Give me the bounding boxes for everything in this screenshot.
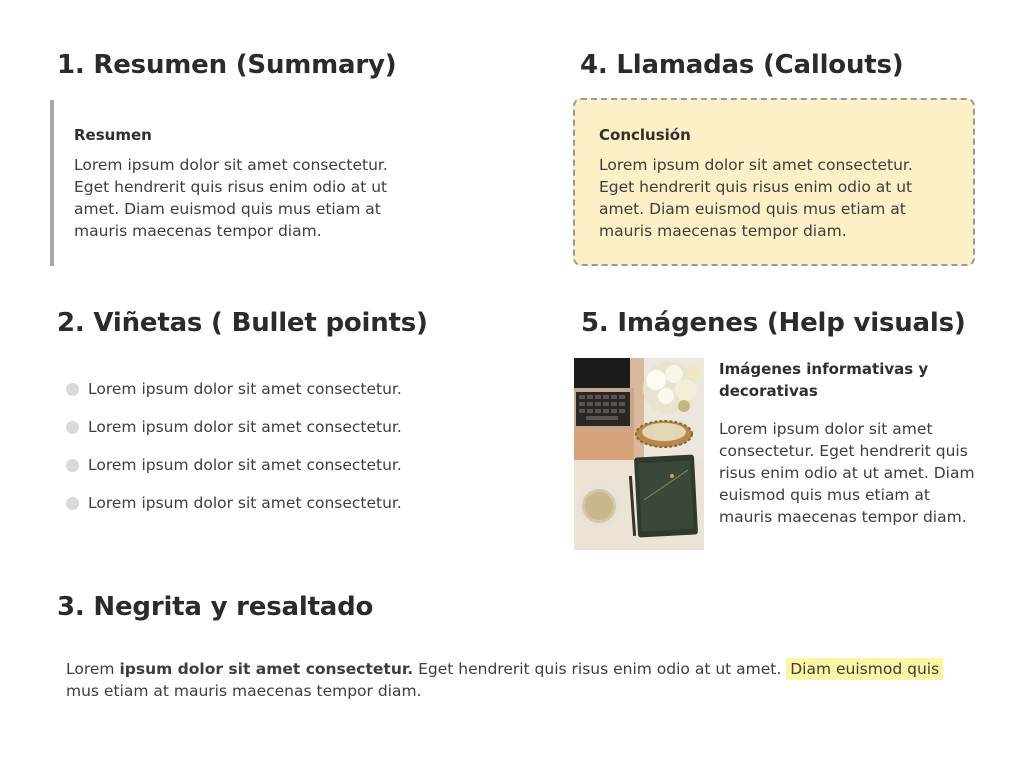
callout-box-text: Lorem ipsum dolor sit amet consectetur. Eget hendrerit quis risus enim odio at ut amet. Diam euismod quis mus etiam at mauris maecenas tempor diam. xyxy=(599,156,913,240)
bullet-text: Lorem ipsum dolor sit amet consectetur. xyxy=(88,380,402,398)
bullet-text: Lorem ipsum dolor sit amet consectetur. xyxy=(88,418,402,436)
callout-box-title: Conclusión xyxy=(599,126,691,144)
summary-box-text: Lorem ipsum dolor sit amet consectetur. Eget hendrerit quis risus enim odio at ut amet. Diam euismod quis mus etiam at mauris maecenas tempor diam. xyxy=(74,156,388,240)
bold-heading: 3. Negrita y resaltado xyxy=(57,592,374,622)
bullet-text: Lorem ipsum dolor sit amet consectetur. xyxy=(88,456,402,474)
bullets-heading: 2. Viñetas ( Bullet points) xyxy=(57,308,428,338)
images-sub-title: Imágenes informativas y decorativas xyxy=(719,360,929,400)
images-text: Lorem ipsum dolor sit amet consectetur. Eget hendrerit quis risus enim odio at ut amet. Diam euismod quis mus etiam at mauris maecenas tempor diam. xyxy=(719,420,975,526)
summary-box xyxy=(50,100,410,266)
plain-text: Lorem xyxy=(66,660,120,678)
plain-text: mus etiam at mauris maecenas tempor diam. xyxy=(66,682,422,700)
bold-text: ipsum dolor sit amet consectetur. xyxy=(119,660,414,678)
images-heading: 5. Imágenes (Help visuals) xyxy=(581,308,966,338)
images-text-block xyxy=(719,358,981,528)
bullet-text: Lorem ipsum dolor sit amet consectetur. xyxy=(88,494,402,512)
bullet-dot-icon xyxy=(66,383,79,396)
summary-heading: 1. Resumen (Summary) xyxy=(57,50,397,80)
bullet-dot-icon xyxy=(66,497,79,510)
callouts-heading: 4. Llamadas (Callouts) xyxy=(580,50,904,80)
list-item xyxy=(66,378,402,416)
list-item xyxy=(66,492,402,530)
highlighted-text: Diam euismod quis xyxy=(786,658,943,680)
list-item xyxy=(66,454,402,492)
bullet-list xyxy=(66,378,402,530)
plain-text: Eget hendrerit quis risus enim odio at ut amet. xyxy=(413,660,787,678)
bold-paragraph xyxy=(66,658,966,702)
summary-box-title: Resumen xyxy=(74,126,152,144)
bullet-dot-icon xyxy=(66,421,79,434)
list-item xyxy=(66,416,402,454)
bullet-dot-icon xyxy=(66,459,79,472)
callout-box xyxy=(573,98,975,266)
desk-photo-icon xyxy=(574,358,704,550)
